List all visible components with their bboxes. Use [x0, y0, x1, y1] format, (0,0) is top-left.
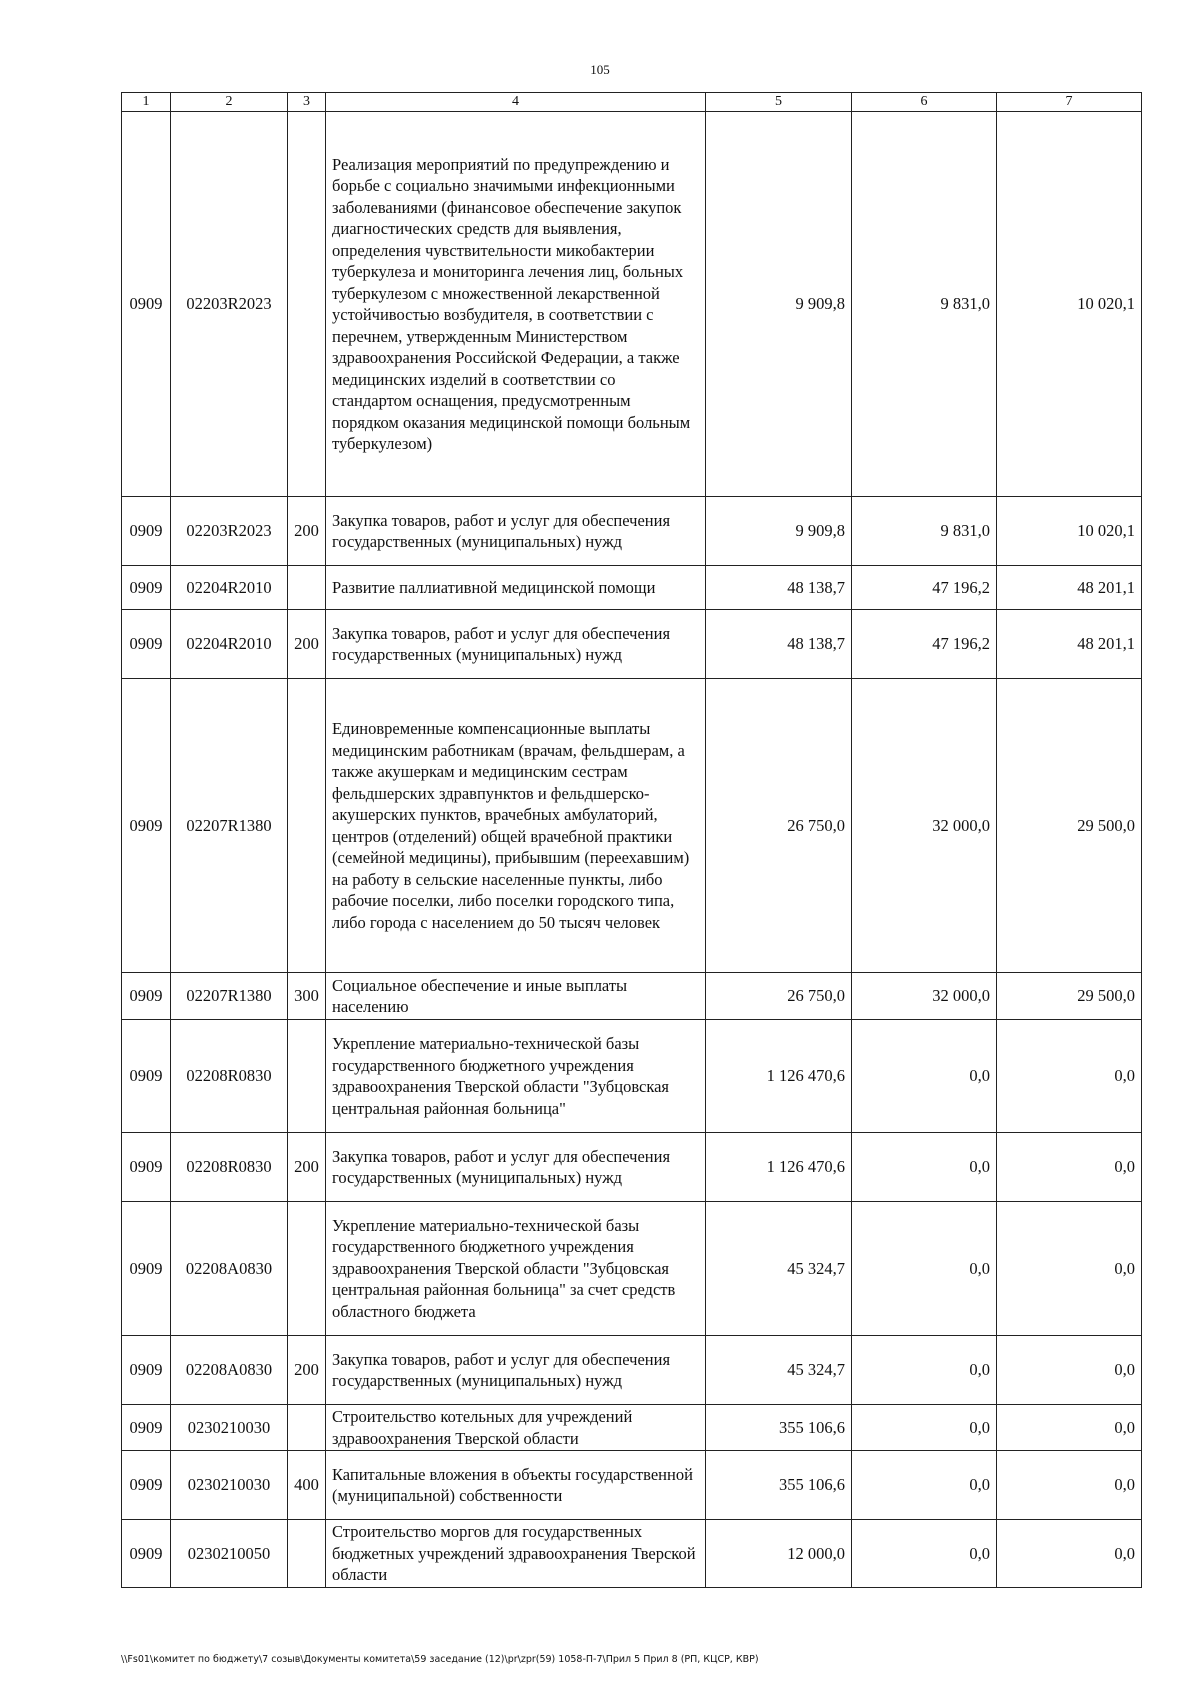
- amount-year1-cell: 45 324,7: [706, 1202, 852, 1336]
- table-row: [122, 1020, 1142, 1133]
- amount-year2-cell: 9 831,0: [852, 497, 997, 566]
- table-row: [122, 679, 1142, 973]
- table-row: [122, 497, 1142, 566]
- amount-year3-cell: 0,0: [997, 1020, 1142, 1133]
- section-code-cell: 0909: [122, 566, 171, 610]
- target-article-cell: 02208A0830: [171, 1336, 288, 1405]
- amount-year3-cell: 10 020,1: [997, 112, 1142, 497]
- expense-type-cell: 200: [288, 1133, 326, 1202]
- description-cell: Закупка товаров, работ и услуг для обеспечения государственных (муниципальных) нужд: [326, 497, 706, 566]
- amount-year1-cell: 9 909,8: [706, 112, 852, 497]
- description-cell: Развитие паллиативной медицинской помощи: [326, 566, 706, 610]
- description-cell: Социальное обеспечение и иные выплаты населению: [326, 973, 706, 1020]
- target-article-cell: 02208R0830: [171, 1133, 288, 1202]
- column-header: 2: [171, 93, 288, 112]
- amount-year2-cell: 32 000,0: [852, 679, 997, 973]
- amount-year3-cell: 0,0: [997, 1133, 1142, 1202]
- amount-year1-cell: 12 000,0: [706, 1520, 852, 1588]
- expense-type-cell: 200: [288, 610, 326, 679]
- amount-year2-cell: 0,0: [852, 1202, 997, 1336]
- section-code-cell: 0909: [122, 679, 171, 973]
- target-article-cell: 0230210050: [171, 1520, 288, 1588]
- expense-type-cell: [288, 1202, 326, 1336]
- target-article-cell: 0230210030: [171, 1451, 288, 1520]
- section-code-cell: 0909: [122, 1133, 171, 1202]
- table-row: [122, 112, 1142, 497]
- table-row: [122, 566, 1142, 610]
- amount-year1-cell: 26 750,0: [706, 973, 852, 1020]
- description-cell: Строительство моргов для государственных бюджетных учреждений здравоохранения Тверской области: [326, 1520, 706, 1588]
- expense-type-cell: [288, 566, 326, 610]
- description-cell: Строительство котельных для учреждений здравоохранения Тверской области: [326, 1405, 706, 1451]
- column-header: 5: [706, 93, 852, 112]
- amount-year1-cell: 355 106,6: [706, 1451, 852, 1520]
- table-row: [122, 1405, 1142, 1451]
- amount-year3-cell: 0,0: [997, 1336, 1142, 1405]
- amount-year2-cell: 0,0: [852, 1133, 997, 1202]
- amount-year2-cell: 0,0: [852, 1405, 997, 1451]
- page-number: 105: [590, 62, 610, 77]
- table-row: [122, 973, 1142, 1020]
- target-article-cell: 02208A0830: [171, 1202, 288, 1336]
- amount-year1-cell: 9 909,8: [706, 497, 852, 566]
- description-cell: Закупка товаров, работ и услуг для обеспечения государственных (муниципальных) нужд: [326, 1133, 706, 1202]
- amount-year1-cell: 355 106,6: [706, 1405, 852, 1451]
- description-cell: Закупка товаров, работ и услуг для обеспечения государственных (муниципальных) нужд: [326, 1336, 706, 1405]
- table-row: [122, 1520, 1142, 1588]
- section-code-cell: 0909: [122, 1202, 171, 1336]
- amount-year1-cell: 1 126 470,6: [706, 1020, 852, 1133]
- description-cell: Реализация мероприятий по предупреждению и борьбе с социально значимыми инфекционными заболеваниями (финансовое обеспечение закупок диагностических средств для выявления, определения чувствительности микобактерии туберкулеза и мониторинга лечения лиц, больных туберкулезом с множественной лекарственной устойчивостью возбудителя, в соответствии с перечнем, утвержденным Министерством здравоохранения Российской Федерации, а также медицинских изделий в соответствии со стандартом оснащения, предусмотренным порядком оказания медицинской помощи больным туберкулезом): [326, 112, 706, 497]
- amount-year1-cell: 45 324,7: [706, 1336, 852, 1405]
- target-article-cell: 02204R2010: [171, 566, 288, 610]
- amount-year1-cell: 26 750,0: [706, 679, 852, 973]
- column-header: 6: [852, 93, 997, 112]
- column-header: 4: [326, 93, 706, 112]
- amount-year2-cell: 0,0: [852, 1336, 997, 1405]
- table-row: [122, 1202, 1142, 1336]
- section-code-cell: 0909: [122, 973, 171, 1020]
- expense-type-cell: [288, 679, 326, 973]
- table-row: [122, 1133, 1142, 1202]
- section-code-cell: 0909: [122, 112, 171, 497]
- amount-year3-cell: 0,0: [997, 1520, 1142, 1588]
- description-cell: Укрепление материально-технической базы государственного бюджетного учреждения здравоохранения Тверской области "Зубцовская центральная районная больница": [326, 1020, 706, 1133]
- section-code-cell: 0909: [122, 1451, 171, 1520]
- column-header: 7: [997, 93, 1142, 112]
- amount-year1-cell: 48 138,7: [706, 566, 852, 610]
- section-code-cell: 0909: [122, 1336, 171, 1405]
- amount-year2-cell: 32 000,0: [852, 973, 997, 1020]
- amount-year3-cell: 48 201,1: [997, 566, 1142, 610]
- section-code-cell: 0909: [122, 1520, 171, 1588]
- section-code-cell: 0909: [122, 497, 171, 566]
- amount-year3-cell: 0,0: [997, 1202, 1142, 1336]
- section-code-cell: 0909: [122, 610, 171, 679]
- expense-type-cell: 300: [288, 973, 326, 1020]
- amount-year3-cell: 0,0: [997, 1451, 1142, 1520]
- column-header: 3: [288, 93, 326, 112]
- amount-year2-cell: 47 196,2: [852, 610, 997, 679]
- section-code-cell: 0909: [122, 1405, 171, 1451]
- amount-year2-cell: 0,0: [852, 1020, 997, 1133]
- target-article-cell: 02207R1380: [171, 973, 288, 1020]
- target-article-cell: 02204R2010: [171, 610, 288, 679]
- target-article-cell: 02203R2023: [171, 112, 288, 497]
- expense-type-cell: 200: [288, 1336, 326, 1405]
- section-code-cell: 0909: [122, 1020, 171, 1133]
- description-cell: Капитальные вложения в объекты государственной (муниципальной) собственности: [326, 1451, 706, 1520]
- table-row: [122, 610, 1142, 679]
- expense-type-cell: 400: [288, 1451, 326, 1520]
- amount-year3-cell: 29 500,0: [997, 679, 1142, 973]
- expense-type-cell: [288, 1520, 326, 1588]
- description-cell: Укрепление материально-технической базы государственного бюджетного учреждения здравоохранения Тверской области "Зубцовская центральная районная больница" за счет средств областного бюджета: [326, 1202, 706, 1336]
- amount-year3-cell: 10 020,1: [997, 497, 1142, 566]
- amount-year1-cell: 1 126 470,6: [706, 1133, 852, 1202]
- footer-file-path: \\Fs01\комитет по бюджету\7 созыв\Документы комитета\59 заседание (12)\pr\zpr(59) 1058-П-7\Прил 5 Прил 8 (РП, КЦСР, КВР): [121, 1654, 759, 1665]
- amount-year3-cell: 0,0: [997, 1405, 1142, 1451]
- column-header: 1: [122, 93, 171, 112]
- amount-year2-cell: 9 831,0: [852, 112, 997, 497]
- table-row: [122, 1451, 1142, 1520]
- description-cell: Единовременные компенсационные выплаты медицинским работникам (врачам, фельдшерам, а также акушеркам и медицинским сестрам фельдшерских здравпунктов и фельдшерско-акушерских пунктов, врачебных амбулаторий, центров (отделений) общей врачебной практики (семейной медицины), прибывшим (переехавшим) на работу в сельские населенные пункты, либо рабочие поселки, либо поселки городского типа, либо города с населением до 50 тысяч человек: [326, 679, 706, 973]
- amount-year3-cell: 29 500,0: [997, 973, 1142, 1020]
- target-article-cell: 02208R0830: [171, 1020, 288, 1133]
- target-article-cell: 02203R2023: [171, 497, 288, 566]
- amount-year2-cell: 0,0: [852, 1451, 997, 1520]
- expense-type-cell: [288, 1020, 326, 1133]
- budget-table: [121, 92, 1142, 1588]
- amount-year2-cell: 47 196,2: [852, 566, 997, 610]
- header-row: [122, 93, 1142, 112]
- target-article-cell: 0230210030: [171, 1405, 288, 1451]
- amount-year3-cell: 48 201,1: [997, 610, 1142, 679]
- amount-year1-cell: 48 138,7: [706, 610, 852, 679]
- expense-type-cell: 200: [288, 497, 326, 566]
- amount-year2-cell: 0,0: [852, 1520, 997, 1588]
- description-cell: Закупка товаров, работ и услуг для обеспечения государственных (муниципальных) нужд: [326, 610, 706, 679]
- table-row: [122, 1336, 1142, 1405]
- target-article-cell: 02207R1380: [171, 679, 288, 973]
- expense-type-cell: [288, 1405, 326, 1451]
- expense-type-cell: [288, 112, 326, 497]
